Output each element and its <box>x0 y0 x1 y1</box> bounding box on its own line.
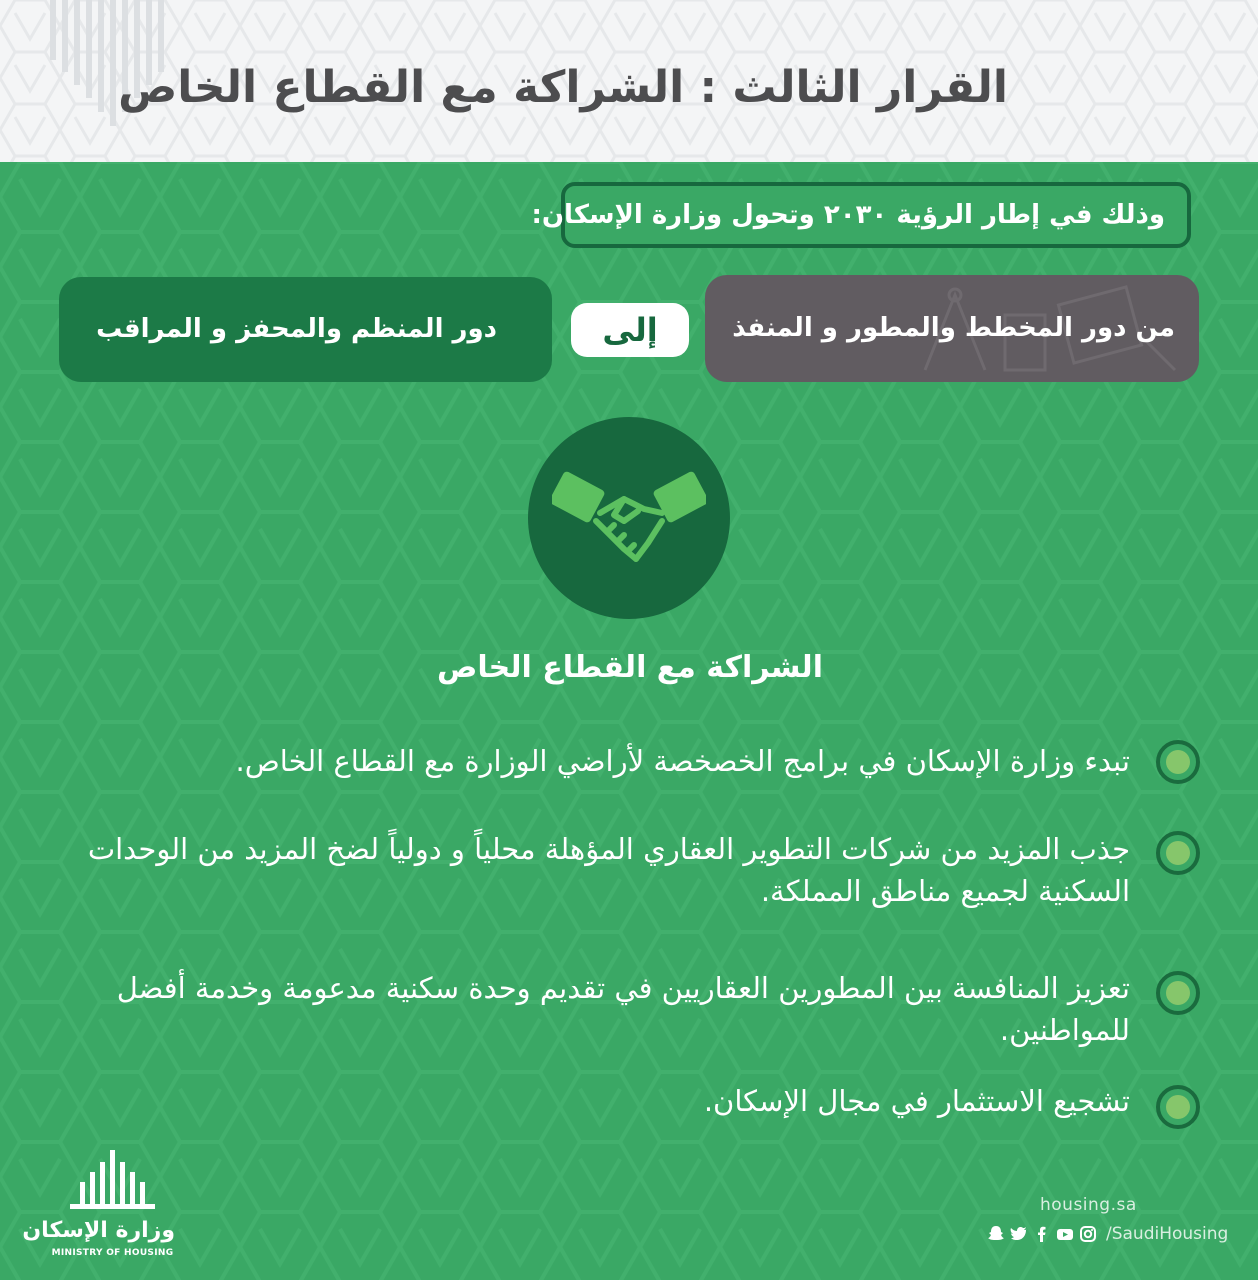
ministry-logo <box>22 1148 175 1266</box>
logo-arabic-text: وزارة الإسكان <box>22 1218 175 1243</box>
logo-english-text: MINISTRY OF HOUSING <box>51 1248 174 1258</box>
youtube-icon[interactable] <box>1056 1225 1074 1243</box>
to-role-box <box>59 277 552 382</box>
website-link[interactable]: housing.sa <box>1040 1195 1137 1215</box>
from-role-box <box>705 275 1199 382</box>
twitter-icon[interactable] <box>1010 1225 1028 1243</box>
list-item: تبدء وزارة الإسكان في برامج الخصخصة لأراضي الوزارة مع القطاع الخاص. <box>235 744 1130 778</box>
snapchat-icon[interactable] <box>987 1225 1005 1243</box>
header-banner <box>0 0 1258 162</box>
list-item: تشجيع الاستثمار في مجال الإسكان. <box>703 1084 1130 1118</box>
handshake-icon <box>552 463 706 573</box>
page-title: القرار الثالث : الشراكة مع القطاع الخاص <box>118 62 1008 113</box>
instagram-icon[interactable] <box>1079 1225 1097 1243</box>
section-title: الشراكة مع القطاع الخاص <box>437 650 823 685</box>
handshake-badge <box>528 417 730 619</box>
transition-connector: إلى <box>571 303 689 357</box>
social-links <box>987 1223 1228 1245</box>
facebook-icon[interactable] <box>1033 1225 1051 1243</box>
context-statement: وذلك في إطار الرؤية ٢٠٣٠ وتحول وزارة الإسكان: <box>561 182 1191 248</box>
list-item: جذب المزيد من شركات التطوير العقاري المؤهلة محلياً و دولياً لضخ المزيد من الوحدات السكنية لجميع مناطق المملكة. <box>87 832 1130 908</box>
to-role-label: دور المنظم والمحفز و المراقب <box>96 314 497 344</box>
bullet-icon <box>1156 740 1200 784</box>
ministry-logo-mark <box>50 1148 175 1218</box>
bullet-icon <box>1156 971 1200 1015</box>
list-item: تعزيز المنافسة بين المطورين العقاريين في تقديم وحدة سكنية مدعومة وخدمة أفضل للمواطنين. <box>116 971 1130 1047</box>
bullet-icon <box>1156 831 1200 875</box>
bullet-icon <box>1156 1085 1200 1129</box>
from-role-label: من دور المخطط والمطور و المنفذ <box>732 313 1175 343</box>
social-handle[interactable]: /SaudiHousing <box>1106 1224 1229 1244</box>
